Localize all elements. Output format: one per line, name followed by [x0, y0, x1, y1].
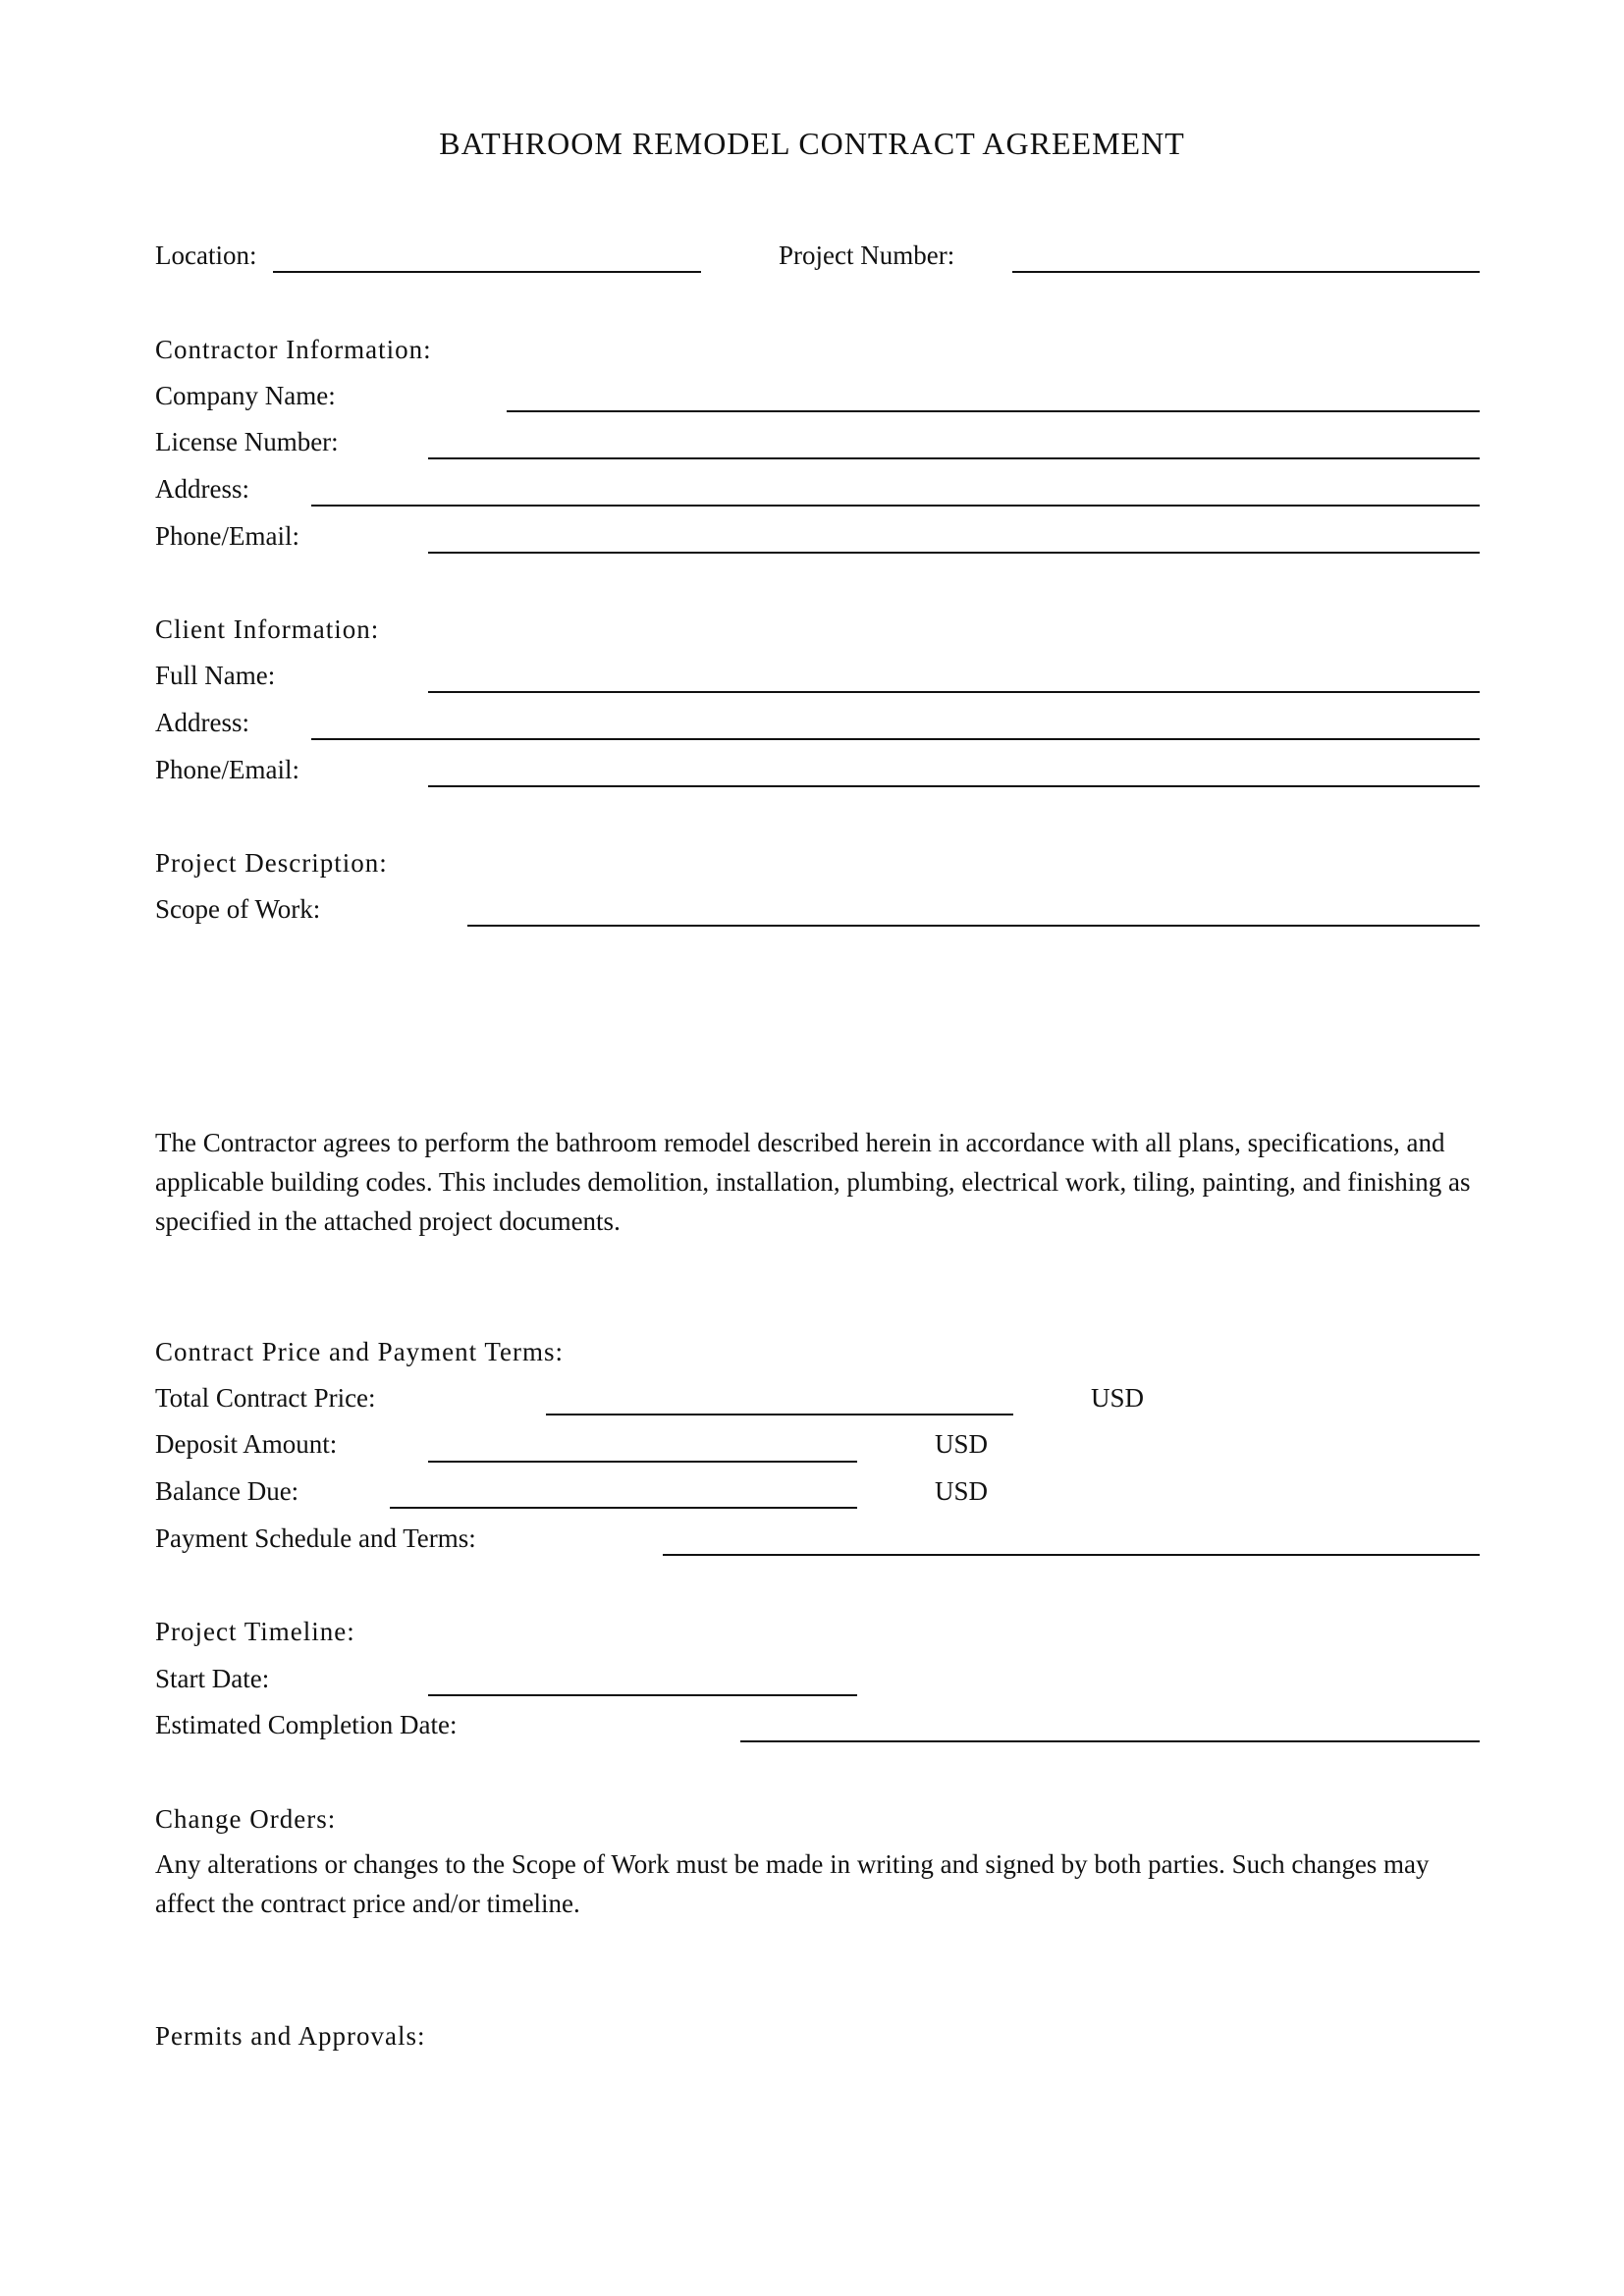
completion-date-field[interactable] [740, 1740, 1480, 1742]
scope-of-work-label: Scope of Work: [155, 894, 321, 924]
total-price-field[interactable] [546, 1414, 1013, 1415]
contractor-phone-email-label: Phone/Email: [155, 521, 299, 551]
timeline-heading: Project Timeline: [155, 1617, 355, 1646]
payment-heading: Contract Price and Payment Terms: [155, 1337, 565, 1366]
document-title: BATHROOM REMODEL CONTRACT AGREEMENT [439, 126, 1185, 161]
company-name-field[interactable] [507, 410, 1480, 412]
project-description-paragraph: The Contractor agrees to perform the bathroom remodel described herein in accordance with all plans, specifications, and applicable building codes. This includes demolition, installation, plumbing, electrical work, tiling, painting, and finishing as specified in the attached project documents. [155, 1128, 1471, 1236]
client-full-name-field[interactable] [428, 691, 1480, 693]
license-number-field[interactable] [428, 457, 1480, 459]
balance-due-unit: USD [935, 1476, 989, 1506]
balance-due-field[interactable] [390, 1507, 857, 1509]
location-field[interactable] [273, 271, 701, 273]
license-number-label: License Number: [155, 427, 339, 456]
project-description-heading: Project Description: [155, 848, 388, 878]
start-date-label: Start Date: [155, 1664, 270, 1693]
deposit-amount-unit: USD [935, 1429, 989, 1459]
client-heading: Client Information: [155, 614, 380, 644]
company-name-label: Company Name: [155, 381, 336, 410]
location-label: Location: [155, 240, 257, 270]
contractor-address-field[interactable] [311, 505, 1480, 507]
client-address-label: Address: [155, 708, 249, 737]
contractor-phone-email-field[interactable] [428, 552, 1480, 554]
start-date-field[interactable] [428, 1694, 857, 1696]
deposit-amount-label: Deposit Amount: [155, 1429, 338, 1459]
client-address-field[interactable] [311, 738, 1480, 740]
total-price-label: Total Contract Price: [155, 1383, 376, 1413]
client-phone-email-label: Phone/Email: [155, 755, 299, 784]
permits-heading: Permits and Approvals: [155, 2021, 426, 2051]
completion-date-label: Estimated Completion Date: [155, 1710, 458, 1739]
contractor-heading: Contractor Information: [155, 335, 432, 364]
deposit-amount-field[interactable] [428, 1461, 857, 1463]
change-orders-paragraph: Any alterations or changes to the Scope of Work must be made in writing and signed by both parties. Such changes may affect the contract price and/or timeline. [155, 1849, 1430, 1918]
contractor-address-label: Address: [155, 474, 249, 504]
client-phone-email-field[interactable] [428, 785, 1480, 787]
project-number-field[interactable] [1012, 271, 1480, 273]
client-full-name-label: Full Name: [155, 661, 276, 690]
scope-of-work-field[interactable] [467, 925, 1480, 927]
change-orders-heading: Change Orders: [155, 1804, 337, 1834]
payment-schedule-label: Payment Schedule and Terms: [155, 1523, 476, 1553]
payment-schedule-field[interactable] [663, 1554, 1480, 1556]
project-number-label: Project Number: [779, 240, 955, 270]
total-price-unit: USD [1091, 1383, 1145, 1413]
balance-due-label: Balance Due: [155, 1476, 299, 1506]
